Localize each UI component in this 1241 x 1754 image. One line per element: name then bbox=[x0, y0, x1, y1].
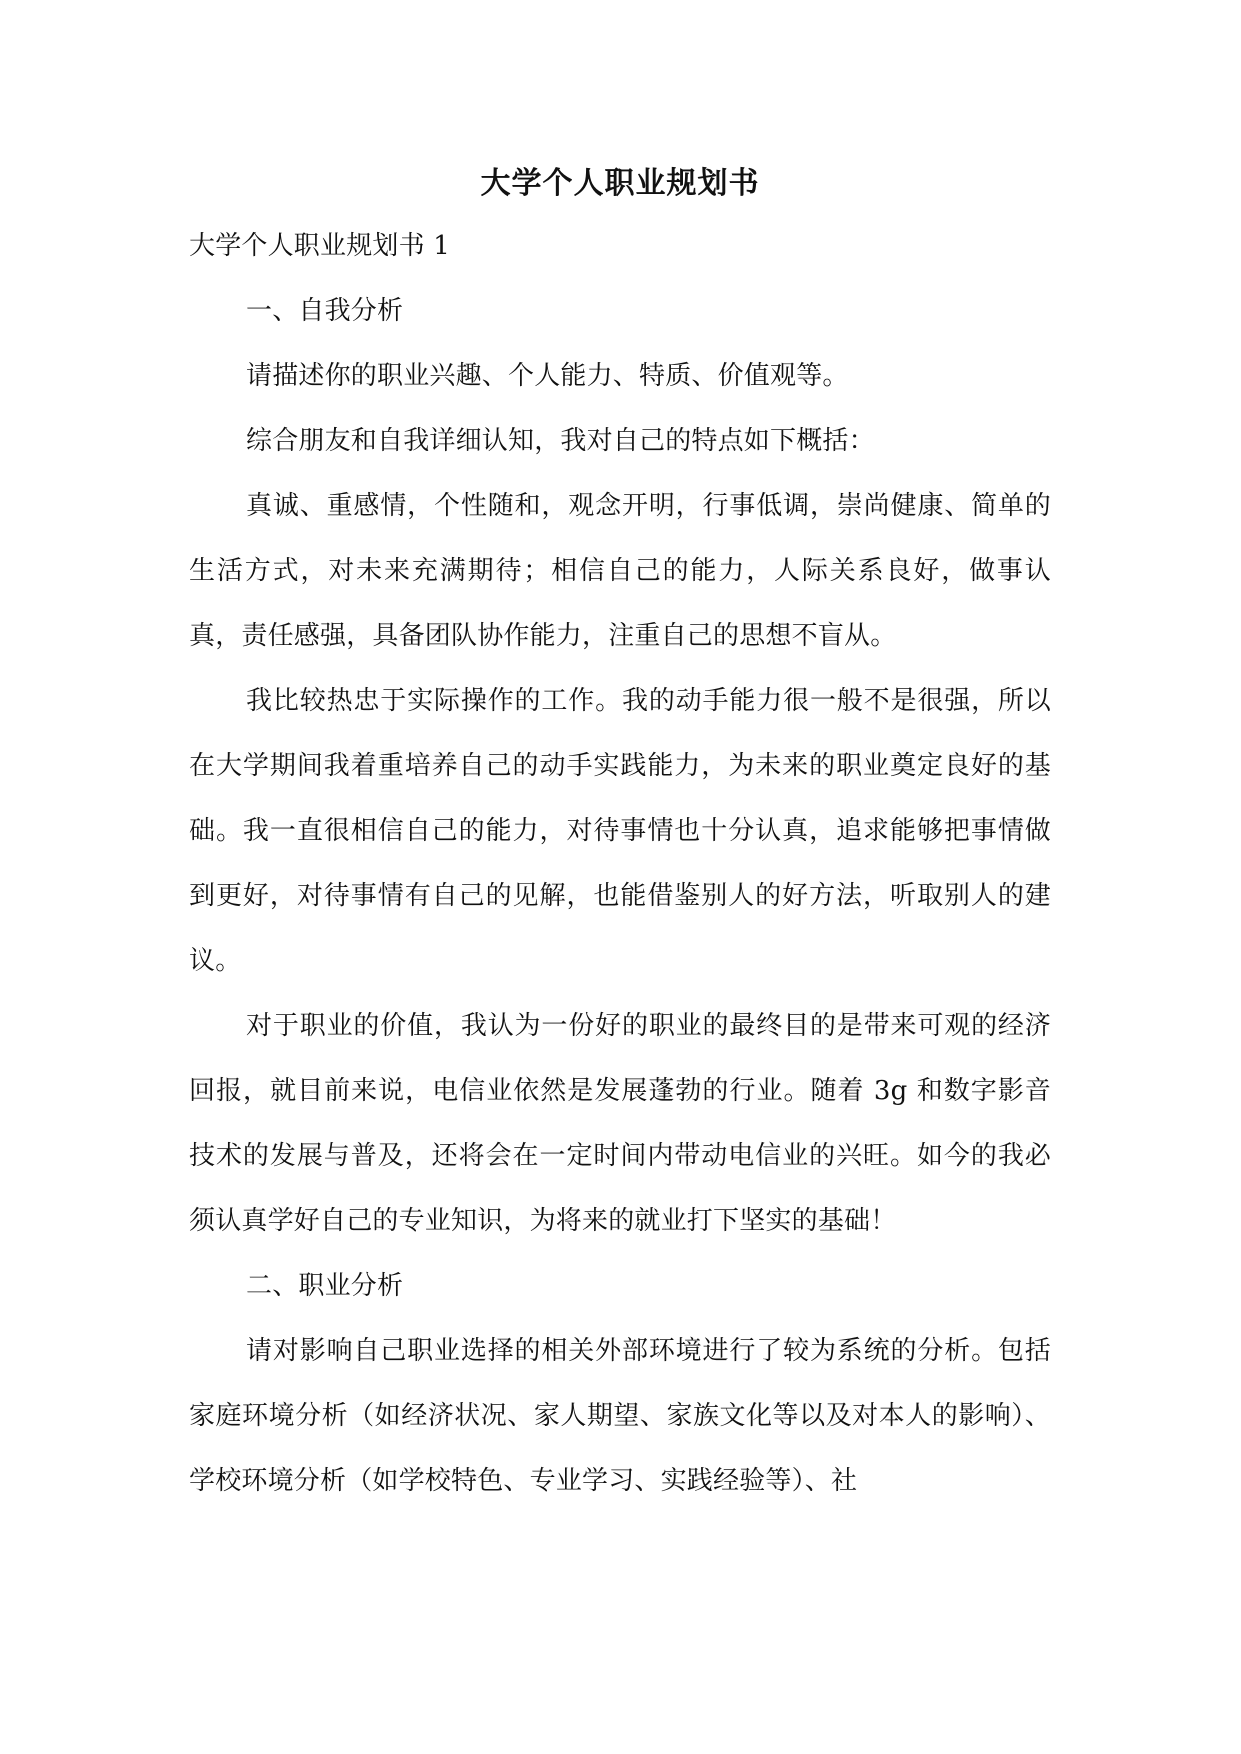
paragraph-traits: 真诚、重感情，个性随和，观念开明，行事低调，崇尚健康、简单的生活方式，对未来充满期待；相信自己的能力，人际关系良好，做事认真，责任感强，具备团队协作能力，注重自己的思想不盲从。 bbox=[189, 491, 1051, 651]
paragraph-intro: 综合朋友和自我详细认知，我对自己的特点如下概括： bbox=[246, 426, 875, 456]
document-subtitle: 大学个人职业规划书 1 bbox=[189, 231, 451, 261]
section-heading-self-analysis: 一、自我分析 bbox=[246, 296, 404, 326]
paragraph-prompt-self: 请描述你的职业兴趣、个人能力、特质、价值观等。 bbox=[246, 361, 849, 391]
paragraph-values: 对于职业的价值，我认为一份好的职业的最终目的是带来可观的经济回报，就目前来说，电信业依然是发展蓬勃的行业。随着 3g 和数字影音技术的发展与普及，还将会在一定时间内带动电信业的兴旺。如今的我必须认真学好自己的专业知识，为将来的就业打下坚实的基础！ bbox=[189, 1011, 1051, 1236]
section-heading-career-analysis: 二、职业分析 bbox=[246, 1271, 404, 1301]
document-title: 大学个人职业规划书 bbox=[480, 166, 760, 201]
paragraph-abilities: 我比较热忠于实际操作的工作。我的动手能力很一般不是很强，所以在大学期间我着重培养自己的动手实践能力，为未来的职业奠定良好的基础。我一直很相信自己的能力，对待事情也十分认真，追求能够把事情做到更好，对待事情有自己的见解，也能借鉴别人的好方法，听取别人的建议。 bbox=[189, 686, 1051, 976]
document-body bbox=[189, 164, 1051, 1514]
paragraph-prompt-career: 请对影响自己职业选择的相关外部环境进行了较为系统的分析。包括家庭环境分析（如经济状况、家人期望、家族文化等以及对本人的影响）、学校环境分析（如学校特色、专业学习、实践经验等）、社 bbox=[189, 1336, 1051, 1496]
